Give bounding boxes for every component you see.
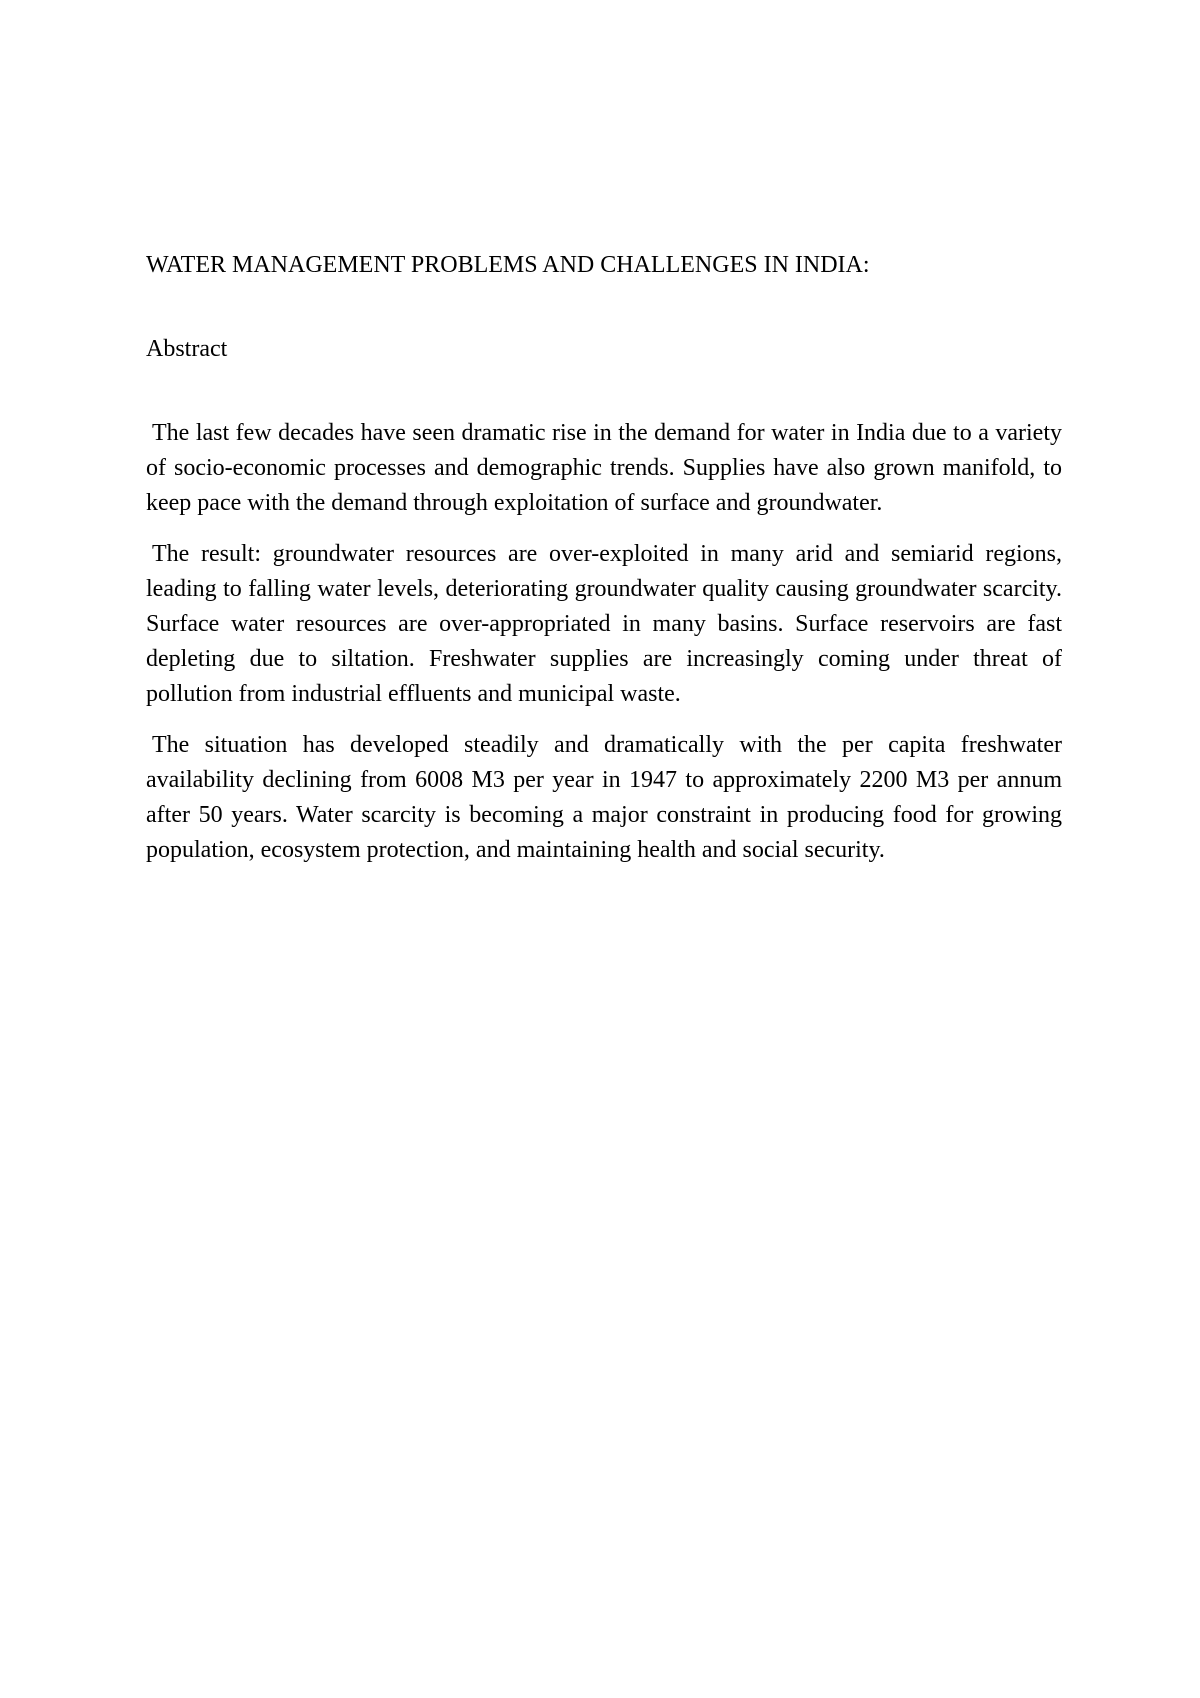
abstract-paragraph-2: The result: groundwater resources are over-exploited in many arid and semiarid regions, leading to falling water levels, deteriorating groundwater quality causing groundwater scarcity. Surface water resources are over-appropriated in many basins. Surface reservoirs are fast depleting due to siltation. Freshwater supplies are increasingly coming under threat of pollution from industrial effluents and municipal waste. — [146, 541, 1062, 707]
abstract-paragraph-1: The last few decades have seen dramatic rise in the demand for water in India due to a variety of socio-economic processes and demographic trends. Supplies have also grown manifold, to keep pace with the demand through exploitation of surface and groundwater. — [146, 420, 1062, 516]
document-title: WATER MANAGEMENT PROBLEMS AND CHALLENGES IN INDIA: — [146, 252, 870, 278]
abstract-paragraph-3: The situation has developed steadily and dramatically with the per capita freshwater availability declining from 6008 M3 per year in 1947 to approximately 2200 M3 per annum after 50 years. Water scarcity is becoming a major constraint in producing food for growing population, ecosystem protection, and maintaining health and social security. — [146, 732, 1062, 863]
document-content — [146, 248, 1062, 868]
abstract-heading: Abstract — [146, 336, 228, 362]
